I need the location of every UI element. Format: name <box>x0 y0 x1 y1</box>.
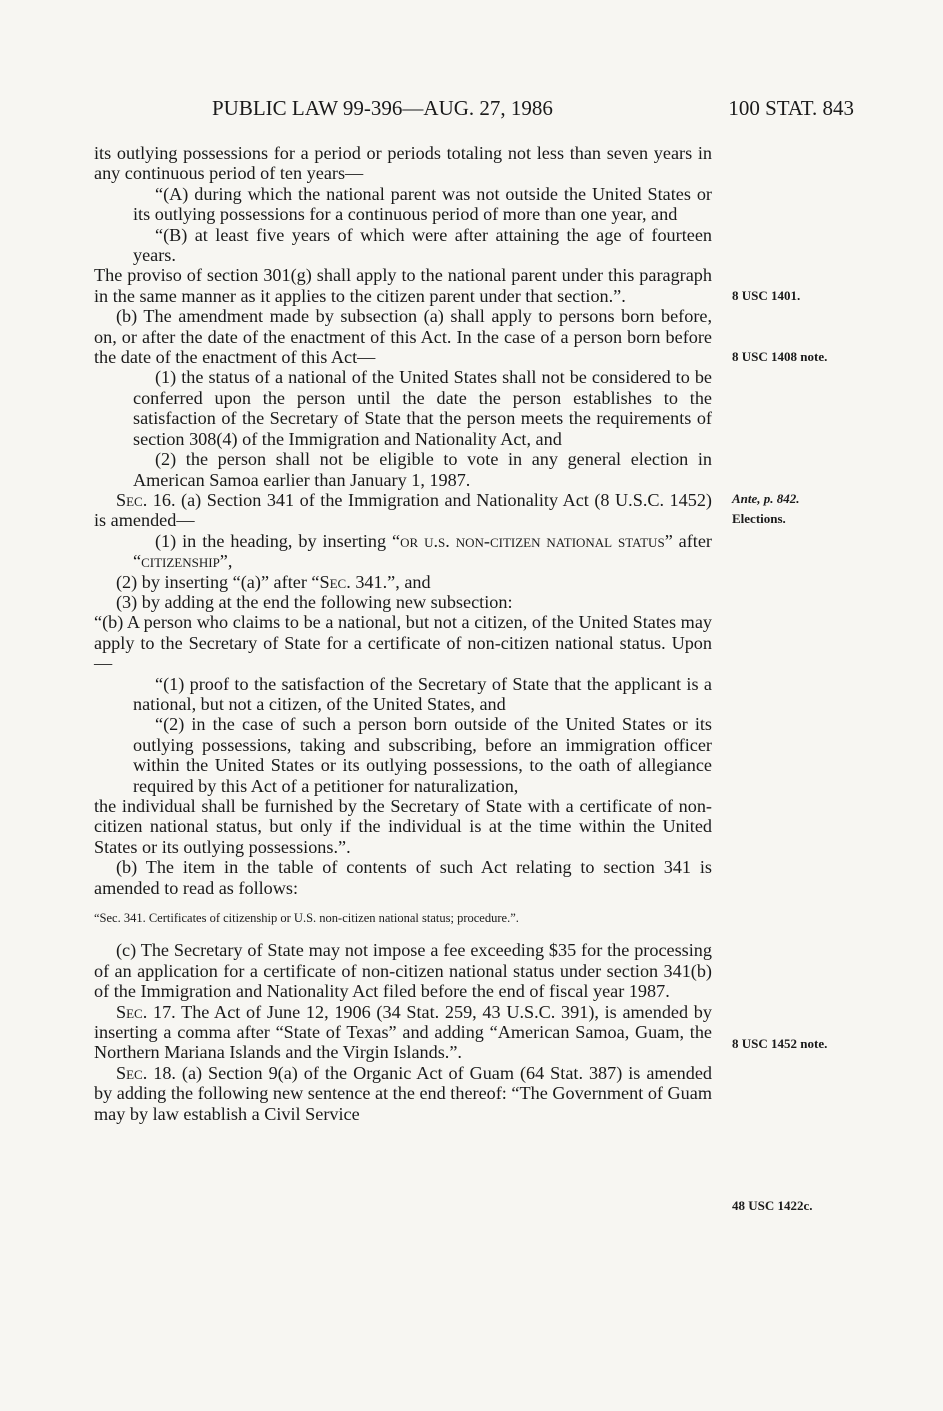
text-run: ”, <box>219 551 233 572</box>
page-header <box>94 96 854 126</box>
text-run: Sec. <box>319 571 351 592</box>
paragraph: “(A) during which the national parent was not outside the United States or its outlying possessions for a continuous period of more than one year, and <box>133 183 712 225</box>
text-run: 341.”, and <box>350 571 431 592</box>
section-label: Sec. <box>116 1062 148 1083</box>
section-17 <box>94 1002 712 1063</box>
body-text <box>94 143 712 1124</box>
section-label: Sec. <box>116 489 148 510</box>
paragraph <box>94 572 712 592</box>
text-run: ” after “ <box>133 530 712 572</box>
paragraph: “(1) proof to the satisfaction of the Secretary of State that the applicant is a national, but not a citizen, of the United States, and <box>133 673 712 714</box>
section-16 <box>94 490 712 531</box>
section-label: Sec. <box>116 1001 148 1022</box>
paragraph <box>94 531 712 572</box>
paragraph: The proviso of section 301(g) shall apply to the national parent under this paragraph in the same manner as it applies to the citizen parent under that section.”. <box>94 265 712 306</box>
text-run: or u.s. non-citizen national status <box>400 530 665 551</box>
paragraph: its outlying possessions for a period or periods totaling not less than seven years in any continuous period of ten years— <box>94 143 712 184</box>
section-text: 17. The Act of June 12, 1906 (34 Stat. 259, 43 U.S.C. 391), is amended by inserting a comma after “State of Texas” and adding “American Samoa, Guam, the Northern Mariana Islands and the Virgin Islands.”. <box>94 1001 712 1063</box>
paragraph: (b) The item in the table of contents of such Act relating to section 341 is amended to read as follows: <box>94 857 712 898</box>
margin-note-text: Ante, p. 842. <box>732 491 800 506</box>
paragraph: (3) by adding at the end the following new subsection: <box>116 591 513 612</box>
paragraph: “(b) A person who claims to be a national, but not a citizen, of the United States may apply to the Secretary of State for a certificate of non-citizen national status. Upon— <box>94 612 712 674</box>
paragraph: (b) The amendment made by subsection (a) shall apply to persons born before, on, or after the date of the enactment of this Act. In the case of a person born before the date of the enactment of this Act— <box>94 306 712 368</box>
margin-note: 8 USC 1401. <box>732 288 801 303</box>
section-18 <box>94 1063 712 1124</box>
margin-note: Elections. <box>732 511 786 526</box>
text-run: (2) by inserting “(a)” after “ <box>116 571 320 592</box>
margin-note: 48 USC 1422c. <box>732 1198 813 1213</box>
paragraph: (1) the status of a national of the United States shall not be considered to be conferred upon the person until the date the person establishes to the satisfaction of the Secretary of State that the person meets the requirements of section 308(4) of the Immigration and Nationality Act, and <box>133 367 712 449</box>
paragraph: the individual shall be furnished by the Secretary of State with a certificate of non-citizen national status, but only if the individual is at the time within the United States or its outlying possessions.”. <box>94 796 712 857</box>
paragraph: “(B) at least five years of which were after attaining the age of fourteen years. <box>133 224 712 266</box>
header-stat-page: 100 STAT. 843 <box>728 96 854 120</box>
table-of-contents-entry: “Sec. 341. Certificates of citizenship or U.S. non-citizen national status; procedure.”. <box>94 911 519 926</box>
paragraph: (2) the person shall not be eligible to vote in any general election in American Samoa earlier than January 1, 1987. <box>133 449 712 490</box>
margin-note <box>732 491 800 507</box>
section-text: 16. (a) Section 341 of the Immigration and Nationality Act (8 U.S.C. 1452) is amended— <box>94 489 712 531</box>
paragraph: “(2) in the case of such a person born outside of the United States or its outlying possessions, taking and subscribing, before an immigration officer within the United States or its outlying possessions, to the oath of allegiance required by this Act of a petitioner for naturalization, <box>133 714 712 796</box>
text-run: citizenship <box>141 551 220 572</box>
margin-note: 8 USC 1452 note. <box>732 1036 828 1051</box>
margin-note: 8 USC 1408 note. <box>732 349 828 364</box>
paragraph: (c) The Secretary of State may not impose a fee exceeding $35 for the processing of an application for a certificate of non-citizen national status under section 341(b) of the Immigration and Nationality Act filed before the end of fiscal year 1987. <box>94 940 712 1002</box>
header-title: PUBLIC LAW 99-396—AUG. 27, 1986 <box>212 96 553 120</box>
text-run: (1) in the heading, by inserting “ <box>155 530 401 551</box>
section-text: 18. (a) Section 9(a) of the Organic Act of Guam (64 Stat. 387) is amended by adding the following new sentence at the end thereof: “The Government of Guam may by law establish a Civil Service <box>94 1062 712 1124</box>
